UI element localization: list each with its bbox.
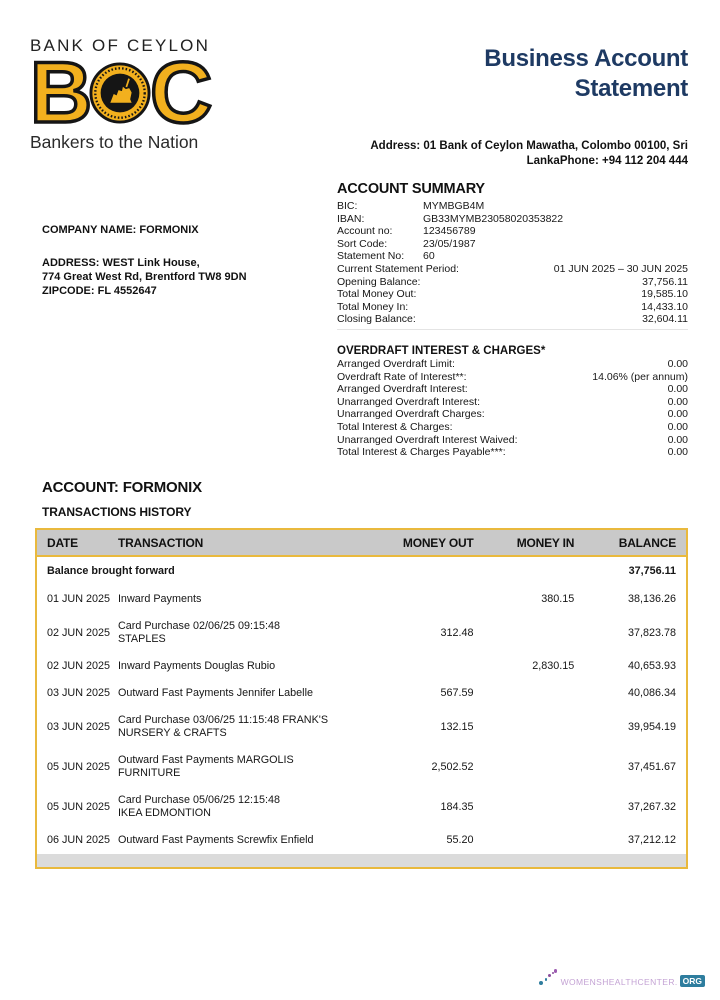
transaction-row <box>36 653 687 680</box>
transaction-row <box>36 707 687 747</box>
summary-row-label: Total Interest & Charges Payable***: <box>337 446 506 459</box>
statement-title-line2: Statement <box>574 75 688 102</box>
summary-row-label: Unarranged Overdraft Charges: <box>337 408 485 421</box>
transaction-money-out: 55.20 <box>446 834 474 846</box>
boc-letter-c: C <box>150 45 211 141</box>
company-address-line2: 774 Great West Rd, Brentford TW8 9DN <box>42 271 247 283</box>
bank-address-line1: Address: 01 Bank of Ceylon Mawatha, Colombo 00100, Sri <box>370 140 688 152</box>
transaction-description: Outward Fast Payments MARGOLIS FURNITURE <box>117 754 294 779</box>
summary-row-label: Unarranged Overdraft Interest: <box>337 395 480 408</box>
summary-row <box>337 301 688 314</box>
summary-row-label: Total Money Out: <box>337 288 417 301</box>
transaction-row <box>36 827 687 854</box>
transaction-money-in: 2,830.15 <box>532 660 575 672</box>
company-details <box>42 223 247 298</box>
summary-row-value: 14,433.10 <box>641 300 688 313</box>
watermark-site-text: WOMENSHEALTHCENTER. <box>560 977 678 987</box>
transaction-money-in <box>474 827 575 854</box>
overdraft-rows <box>337 358 688 459</box>
summary-row <box>337 288 688 301</box>
transaction-balance: 37,212.12 <box>627 834 676 846</box>
transaction-description: Inward Payments <box>117 593 202 605</box>
transaction-date: 05 JUN 2025 <box>47 760 111 773</box>
transaction-description: Outward Fast Payments Screwfix Enfield <box>117 834 314 846</box>
bank-tagline: Bankers to the Nation <box>30 132 199 152</box>
bank-name-text: BANK OF CEYLON <box>30 36 211 55</box>
summary-row-value: 14.06% (per annum) <box>592 370 688 383</box>
transaction-money-out <box>359 653 474 680</box>
column-header-money-in: MONEY IN <box>474 529 575 556</box>
bank-address <box>370 139 688 169</box>
transaction-balance: 37,267.32 <box>627 800 676 813</box>
summary-row-value: 0.00 <box>667 395 688 408</box>
overdraft-heading: OVERDRAFT INTEREST & CHARGES* <box>337 345 546 357</box>
transaction-description: Inward Payments Douglas Rubio <box>117 660 276 672</box>
watermark-dots-icon <box>539 969 559 987</box>
transaction-balance: 40,086.34 <box>627 687 676 699</box>
transaction-balance: 38,136.26 <box>627 593 676 605</box>
transactions-history-heading: TRANSACTIONS HISTORY <box>42 505 192 519</box>
summary-row-value: 0.00 <box>667 420 688 433</box>
company-zipcode: ZIPCODE: FL 4552647 <box>42 285 157 297</box>
transaction-description: Card Purchase 05/06/25 12:15:48 IKEA EDMONTION <box>117 794 281 819</box>
summary-row-label: Account no: <box>337 225 393 238</box>
transaction-money-in <box>474 680 575 707</box>
summary-row-value: 0.00 <box>667 408 688 421</box>
transaction-balance: 40,653.93 <box>627 660 676 672</box>
account-summary-heading: ACCOUNT SUMMARY <box>337 181 485 197</box>
summary-row-label: IBAN: <box>337 212 365 225</box>
transaction-money-out: 132.15 <box>440 720 474 733</box>
account-summary-rows <box>337 200 688 326</box>
statement-title <box>484 44 688 104</box>
account-heading: ACCOUNT: FORMONIX <box>42 479 202 496</box>
summary-row <box>337 383 688 396</box>
transactions-header-row <box>36 529 687 556</box>
transaction-money-in: 380.15 <box>541 593 575 605</box>
transaction-money-out: 184.35 <box>440 800 474 813</box>
account-summary-section <box>337 181 688 330</box>
transaction-balance: 37,823.78 <box>627 626 676 639</box>
summary-row-value: 0.00 <box>667 433 688 446</box>
summary-row-label: Arranged Overdraft Limit: <box>337 358 455 370</box>
summary-row-label: Sort Code: <box>337 237 388 250</box>
transaction-row <box>36 787 687 827</box>
transaction-money-out: 567.59 <box>440 687 474 699</box>
column-header-money-out: MONEY OUT <box>359 529 474 556</box>
summary-row <box>337 313 688 326</box>
summary-divider <box>337 329 688 330</box>
transaction-money-in <box>474 613 575 653</box>
summary-row <box>337 434 688 447</box>
transaction-money-out: 312.48 <box>440 626 474 639</box>
company-name: COMPANY NAME: FORMONIX <box>42 224 199 236</box>
transactions-table-wrap <box>35 528 688 869</box>
summary-row-value: 19,585.10 <box>641 288 688 301</box>
summary-row-label: Closing Balance: <box>337 313 416 326</box>
bank-address-line2: LankaPhone: +94 112 204 444 <box>526 155 688 167</box>
transaction-money-out: 2,502.52 <box>431 760 474 773</box>
summary-row <box>337 250 688 263</box>
summary-row-value: GB33MYMB23058020353822 <box>423 212 564 225</box>
transaction-description: Card Purchase 02/06/25 09:15:48 STAPLES <box>117 620 281 645</box>
summary-row-value: 123456789 <box>423 225 476 238</box>
summary-row-value: 0.00 <box>667 446 688 459</box>
summary-row <box>337 371 688 384</box>
transaction-date: 03 JUN 2025 <box>47 720 111 733</box>
transaction-description: Card Purchase 03/06/25 11:15:48 FRANK'S NURSERY & CRAFTS <box>117 714 329 739</box>
transaction-money-in <box>474 707 575 747</box>
summary-row <box>337 238 688 251</box>
overdraft-section <box>337 345 688 459</box>
statement-title-line1: Business Account <box>484 45 688 72</box>
transaction-date: 05 JUN 2025 <box>47 800 111 813</box>
summary-row <box>337 396 688 409</box>
summary-row <box>337 408 688 421</box>
balance-brought-forward-row <box>36 556 687 586</box>
bank-logo <box>30 36 230 153</box>
transaction-row <box>36 613 687 653</box>
balance-brought-forward-label: Balance brought forward <box>47 565 175 577</box>
transaction-description: Outward Fast Payments Jennifer Labelle <box>117 687 313 699</box>
summary-row <box>337 225 688 238</box>
summary-row-label: Current Statement Period: <box>337 262 459 275</box>
summary-row-value: 0.00 <box>667 383 688 396</box>
summary-row-label: BIC: <box>337 200 358 212</box>
summary-row-value: 37,756.11 <box>642 275 688 288</box>
transaction-date: 02 JUN 2025 <box>47 660 111 672</box>
balance-brought-forward-amount: 37,756.11 <box>628 565 676 577</box>
summary-row-label: Arranged Overdraft Interest: <box>337 383 468 396</box>
table-footer-strip <box>36 854 687 868</box>
watermark <box>539 969 705 987</box>
transaction-row <box>36 586 687 613</box>
summary-row-label: Total Interest & Charges: <box>337 420 453 433</box>
summary-row-value: 01 JUN 2025 – 30 JUN 2025 <box>553 262 688 275</box>
transaction-money-in <box>474 747 575 787</box>
transaction-row <box>36 747 687 787</box>
transaction-balance: 37,451.67 <box>627 760 676 773</box>
summary-row <box>337 358 688 371</box>
transaction-balance: 39,954.19 <box>627 720 676 733</box>
summary-row <box>337 276 688 289</box>
transaction-date: 06 JUN 2025 <box>47 834 111 846</box>
transaction-date: 03 JUN 2025 <box>47 687 111 699</box>
transaction-date: 02 JUN 2025 <box>47 626 111 639</box>
summary-row-label: Total Money In: <box>337 300 409 313</box>
summary-row-label: Unarranged Overdraft Interest Waived: <box>337 433 518 446</box>
transactions-table <box>35 528 688 869</box>
summary-row-value: 32,604.11 <box>642 313 688 326</box>
company-address-line1: ADDRESS: WEST Link House, <box>42 257 200 269</box>
summary-row <box>337 421 688 434</box>
transaction-money-in <box>474 787 575 827</box>
watermark-org-badge: ORG <box>680 975 705 987</box>
boc-lion-emblem-icon <box>89 62 151 124</box>
summary-row-value: 60 <box>423 250 435 263</box>
summary-row-label: Overdraft Rate of Interest**: <box>337 370 467 383</box>
column-header-date: DATE <box>36 529 118 556</box>
summary-row <box>337 200 688 213</box>
summary-row <box>337 446 688 459</box>
boc-letter-b: B <box>30 45 91 141</box>
summary-row-value: MYMBGB4M <box>423 200 485 212</box>
summary-row-label: Statement No: <box>337 250 405 263</box>
transaction-row <box>36 680 687 707</box>
transaction-money-out <box>359 586 474 613</box>
column-header-transaction: TRANSACTION <box>118 529 359 556</box>
summary-row-label: Opening Balance: <box>337 275 421 288</box>
summary-row-value: 23/05/1987 <box>423 237 476 250</box>
transaction-date: 01 JUN 2025 <box>47 593 111 605</box>
column-header-balance: BALANCE <box>574 529 687 556</box>
summary-row-value: 0.00 <box>667 358 688 370</box>
summary-row <box>337 263 688 276</box>
summary-row <box>337 213 688 226</box>
